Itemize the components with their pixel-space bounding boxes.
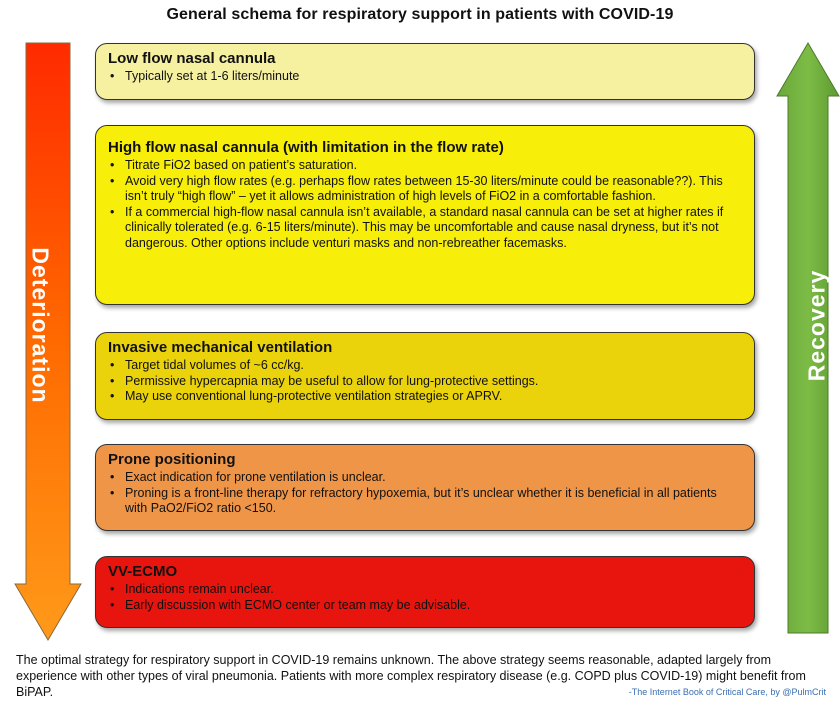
bullet-item: • If a commercial high-flow nasal cannula isn’t available, a standard nasal cannula can be set at higher rates if clinically tolerated (e.g. 6-15 liters/minute). This may be uncomfortable and cause nasal dryness, but it’s not dangerous. Other options include venturi masks and non-rebreather facemasks. [108, 205, 742, 252]
bullet-item: • Permissive hypercapnia may be useful to allow for lung-protective settings. [108, 374, 742, 390]
bullet-item: • Indications remain unclear. [108, 582, 742, 598]
high-flow-nasal-cannula-box [95, 125, 755, 305]
bullet-item: • May use conventional lung-protective ventilation strategies or APRV. [108, 389, 742, 405]
bullet-item: • Titrate FiO2 based on patient’s saturation. [108, 158, 742, 174]
vv-ecmo-box [95, 556, 755, 628]
footer-note: The optimal strategy for respiratory support in COVID-19 remains unknown. The above strategy seems reasonable, adapted largely from experience with other types of viral pneumonia. Patients with more complex respiratory disease (e.g. COPD plus COVID-19) might benefit from BiPAP. [16, 653, 806, 699]
bullet-list [108, 69, 742, 85]
box-title: Prone positioning [108, 451, 236, 468]
credit-line: -The Internet Book of Critical Care, by @PulmCrit [628, 687, 826, 697]
bullet-item: • Target tidal volumes of ~6 cc/kg. [108, 358, 742, 374]
bullet-item: • Avoid very high flow rates (e.g. perhaps flow rates between 15-30 liters/minute could be reasonable??). This isn’t truly “high flow” – yet it allows administration of high levels of FiO2 in a comfortable fashion. [108, 174, 742, 205]
bullet-item: • Early discussion with ECMO center or team may be advisable. [108, 598, 742, 614]
bullet-list [108, 158, 742, 251]
low-flow-nasal-cannula-box [95, 43, 755, 100]
diagram-title: General schema for respiratory support in patients with COVID-19 [166, 6, 674, 23]
invasive-mechanical-ventilation-box [95, 332, 755, 420]
bullet-list [108, 358, 742, 405]
bullet-list [108, 582, 742, 613]
bullet-item: • Exact indication for prone ventilation is unclear. [108, 470, 742, 486]
box-title: Low flow nasal cannula [108, 50, 276, 67]
deterioration-label: Deterioration [27, 247, 54, 404]
box-title: Invasive mechanical ventilation [108, 339, 333, 356]
bullet-list [108, 470, 742, 517]
prone-positioning-box [95, 444, 755, 531]
bullet-item: • Typically set at 1-6 liters/minute [108, 69, 742, 85]
box-title: High flow nasal cannula (with limitation in the flow rate) [108, 139, 504, 156]
recovery-label: Recovery [803, 269, 830, 382]
box-title: VV-ECMO [108, 563, 178, 580]
bullet-item: • Proning is a front-line therapy for refractory hypoxemia, but it’s unclear whether it is beneficial in all patients with PaO2/FiO2 ratio <150. [108, 486, 742, 517]
